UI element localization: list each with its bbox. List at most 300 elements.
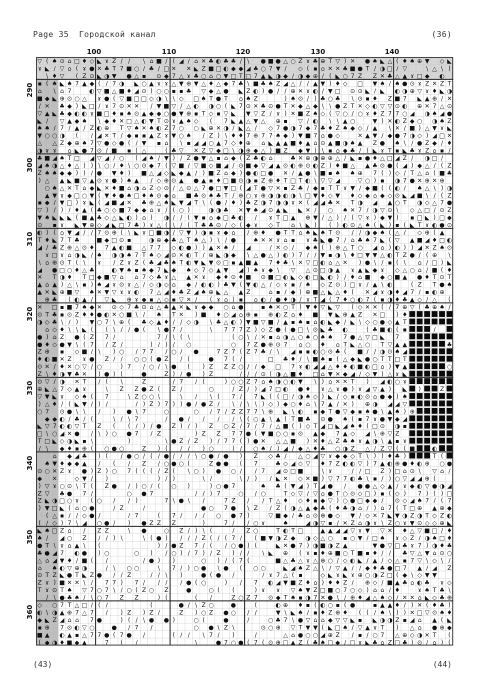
svg-text:T: T bbox=[156, 118, 161, 125]
svg-text:T: T bbox=[290, 230, 295, 237]
svg-text:□: □ bbox=[44, 438, 50, 445]
svg-text:○: ○ bbox=[238, 334, 243, 341]
svg-text:): ) bbox=[113, 371, 115, 378]
svg-text:7: 7 bbox=[254, 73, 258, 80]
svg-text:▽: ▽ bbox=[388, 542, 393, 549]
svg-text:◣: ◣ bbox=[194, 66, 199, 73]
svg-text:■: ■ bbox=[208, 170, 214, 177]
svg-text:/: / bbox=[240, 356, 243, 363]
svg-text:◣: ◣ bbox=[75, 401, 80, 408]
svg-text:): ) bbox=[98, 401, 100, 408]
svg-text:7: 7 bbox=[336, 431, 340, 438]
svg-text:◆: ◆ bbox=[335, 319, 340, 326]
svg-text:(: ( bbox=[135, 468, 137, 475]
svg-text:◆: ◆ bbox=[164, 73, 169, 80]
svg-text:/: / bbox=[106, 535, 109, 542]
svg-text:∕: ∕ bbox=[292, 244, 295, 251]
svg-text:○: ○ bbox=[395, 200, 400, 207]
svg-text:○: ○ bbox=[127, 587, 132, 594]
svg-text:/: / bbox=[225, 557, 228, 564]
svg-text:♠: ♠ bbox=[149, 192, 154, 199]
svg-text:●: ● bbox=[112, 483, 117, 490]
svg-text:⊙: ⊙ bbox=[268, 103, 273, 110]
svg-text:▪: ▪ bbox=[313, 550, 317, 557]
svg-text:∕: ∕ bbox=[113, 572, 116, 579]
svg-text:♣: ♣ bbox=[59, 110, 64, 117]
svg-text:T: T bbox=[67, 602, 72, 609]
svg-text:□: □ bbox=[283, 215, 289, 222]
svg-text:7: 7 bbox=[224, 639, 228, 646]
svg-text:□: □ bbox=[268, 356, 274, 363]
svg-text:(: ( bbox=[255, 535, 257, 542]
svg-text:◆: ◆ bbox=[67, 460, 72, 467]
svg-text:/: / bbox=[285, 66, 288, 73]
svg-text:♣: ♣ bbox=[164, 259, 169, 266]
svg-text:○: ○ bbox=[231, 542, 236, 549]
svg-text:⊕: ⊕ bbox=[432, 95, 437, 102]
svg-text:7: 7 bbox=[90, 632, 94, 639]
svg-text:◐: ◐ bbox=[283, 192, 288, 199]
svg-text:♣: ♣ bbox=[223, 282, 228, 289]
svg-text:▽: ▽ bbox=[388, 103, 393, 110]
svg-text:◇: ◇ bbox=[365, 371, 370, 378]
svg-text:): ) bbox=[113, 535, 115, 542]
svg-text:■: ■ bbox=[320, 170, 326, 177]
svg-text:◇: ◇ bbox=[358, 587, 363, 594]
svg-text:✕: ✕ bbox=[171, 66, 176, 73]
svg-text:●: ● bbox=[216, 639, 221, 646]
svg-text:T: T bbox=[313, 483, 318, 490]
svg-text:♦: ♦ bbox=[238, 140, 243, 147]
svg-text:⊕: ⊕ bbox=[320, 513, 325, 520]
svg-text:\: \ bbox=[128, 162, 131, 169]
svg-text:✕: ✕ bbox=[97, 304, 102, 311]
svg-text:Z: Z bbox=[157, 520, 161, 527]
svg-text:ɤ: ɤ bbox=[381, 267, 385, 274]
svg-text:Z: Z bbox=[284, 148, 288, 155]
svg-text:◆: ◆ bbox=[149, 110, 154, 117]
svg-text:✕: ✕ bbox=[447, 95, 452, 102]
svg-text:ɤ: ɤ bbox=[105, 58, 109, 65]
svg-text:▽: ▽ bbox=[373, 386, 378, 393]
svg-text:□: □ bbox=[290, 468, 296, 475]
svg-text:(: ( bbox=[210, 297, 212, 304]
svg-text:◑: ◑ bbox=[350, 505, 355, 512]
svg-text:): ) bbox=[180, 401, 182, 408]
svg-text:○: ○ bbox=[365, 177, 370, 184]
svg-text:T: T bbox=[283, 595, 288, 602]
svg-text:✕: ✕ bbox=[402, 595, 407, 602]
svg-text:(: ( bbox=[98, 602, 100, 609]
svg-text:Z: Z bbox=[440, 513, 444, 520]
svg-text:◢: ◢ bbox=[246, 185, 251, 192]
svg-text:(: ( bbox=[389, 237, 391, 244]
svg-text:▼: ▼ bbox=[365, 528, 370, 535]
svg-text:◣: ◣ bbox=[231, 110, 236, 117]
svg-text:●: ● bbox=[268, 170, 273, 177]
svg-text:Z: Z bbox=[120, 505, 124, 512]
svg-text:○: ○ bbox=[164, 110, 169, 117]
svg-text:⌂: ⌂ bbox=[68, 148, 72, 155]
svg-text:(: ( bbox=[98, 81, 100, 88]
svg-text:ɤ: ɤ bbox=[440, 125, 444, 132]
row-number: 310 bbox=[26, 232, 34, 247]
svg-text:◑: ◑ bbox=[372, 401, 377, 408]
svg-text:▽: ▽ bbox=[37, 58, 42, 65]
svg-text:◢: ◢ bbox=[402, 416, 407, 423]
svg-text:♣: ♣ bbox=[313, 639, 318, 646]
svg-text:\: \ bbox=[158, 565, 161, 572]
svg-text:Z: Z bbox=[239, 408, 243, 415]
svg-text:): ) bbox=[337, 498, 339, 505]
svg-text:T: T bbox=[82, 483, 87, 490]
svg-text:⊕: ⊕ bbox=[127, 297, 132, 304]
svg-text:▽: ▽ bbox=[395, 237, 400, 244]
svg-text:▽: ▽ bbox=[179, 297, 184, 304]
svg-text:ɤ: ɤ bbox=[135, 297, 139, 304]
svg-text:△: △ bbox=[157, 222, 162, 229]
svg-text:♣: ♣ bbox=[283, 356, 288, 363]
svg-text:▪: ▪ bbox=[351, 393, 355, 400]
svg-text:▪: ▪ bbox=[358, 408, 362, 415]
svg-text:Z: Z bbox=[60, 244, 64, 251]
svg-text:◆: ◆ bbox=[291, 535, 296, 542]
svg-text:○: ○ bbox=[134, 162, 139, 169]
svg-text:/: / bbox=[344, 274, 347, 281]
svg-text:△: △ bbox=[157, 297, 162, 304]
svg-text:▼: ▼ bbox=[328, 371, 333, 378]
svg-text:○: ○ bbox=[439, 460, 444, 467]
svg-text:♣: ♣ bbox=[402, 542, 407, 549]
svg-text:▲: ▲ bbox=[291, 215, 296, 222]
svg-text:7: 7 bbox=[172, 326, 176, 333]
svg-text:(: ( bbox=[366, 609, 368, 616]
svg-text:ɤ: ɤ bbox=[165, 133, 169, 140]
svg-text:✕: ✕ bbox=[74, 379, 79, 386]
svg-text:): ) bbox=[76, 170, 78, 177]
svg-text:△: △ bbox=[52, 140, 57, 147]
svg-text:♦: ♦ bbox=[238, 274, 243, 281]
svg-text:\: \ bbox=[247, 252, 250, 259]
svg-text:/: / bbox=[143, 364, 146, 371]
svg-text:∕: ∕ bbox=[218, 453, 221, 460]
svg-text:◇: ◇ bbox=[52, 326, 57, 333]
svg-text:◇: ◇ bbox=[97, 222, 102, 229]
svg-text:◇: ◇ bbox=[283, 244, 288, 251]
svg-text:Z: Z bbox=[216, 431, 220, 438]
svg-text:♣: ♣ bbox=[320, 95, 325, 102]
svg-text:■: ■ bbox=[268, 431, 274, 438]
svg-text:◑: ◑ bbox=[313, 155, 318, 162]
svg-text:◑: ◑ bbox=[417, 513, 422, 520]
svg-text:/: / bbox=[232, 572, 235, 579]
svg-text:◑: ◑ bbox=[52, 162, 57, 169]
svg-text:\: \ bbox=[158, 326, 161, 333]
svg-text:✕: ✕ bbox=[194, 148, 199, 155]
svg-text:◆: ◆ bbox=[201, 304, 206, 311]
svg-text:): ) bbox=[143, 401, 145, 408]
svg-text:ɤ: ɤ bbox=[321, 386, 325, 393]
svg-text:♠: ♠ bbox=[275, 133, 280, 140]
svg-text:T: T bbox=[387, 148, 392, 155]
svg-text:●: ● bbox=[328, 490, 333, 497]
svg-text:⊕: ⊕ bbox=[365, 580, 370, 587]
svg-text:■: ■ bbox=[104, 88, 110, 95]
svg-text:◑: ◑ bbox=[387, 617, 392, 624]
svg-text:/: / bbox=[270, 446, 273, 453]
svg-text:○: ○ bbox=[253, 565, 258, 572]
svg-text:T: T bbox=[82, 274, 87, 281]
svg-text:∕: ∕ bbox=[255, 423, 258, 430]
svg-text:✕: ✕ bbox=[372, 513, 377, 520]
svg-text:♣: ♣ bbox=[320, 446, 325, 453]
svg-text:T: T bbox=[193, 200, 198, 207]
svg-text:◣: ◣ bbox=[440, 88, 445, 95]
svg-text:⌂: ⌂ bbox=[172, 282, 176, 289]
svg-text:ɤ: ɤ bbox=[381, 289, 385, 296]
svg-text:♦: ♦ bbox=[298, 371, 303, 378]
svg-text:◐: ◐ bbox=[395, 244, 400, 251]
svg-text:∕: ∕ bbox=[292, 393, 295, 400]
svg-text:◢: ◢ bbox=[90, 155, 95, 162]
svg-text:♦: ♦ bbox=[328, 580, 333, 587]
svg-text:Z: Z bbox=[38, 170, 42, 177]
svg-text:♠: ♠ bbox=[283, 520, 288, 527]
svg-text:✕: ✕ bbox=[425, 103, 430, 110]
svg-text:▪: ▪ bbox=[306, 319, 310, 326]
svg-text:▲: ▲ bbox=[149, 133, 154, 140]
svg-text:⌂: ⌂ bbox=[194, 58, 198, 65]
svg-text:△: △ bbox=[216, 88, 221, 95]
svg-text:Z: Z bbox=[231, 408, 235, 415]
svg-text:/: / bbox=[46, 244, 49, 251]
svg-text:⊕: ⊕ bbox=[186, 81, 191, 88]
svg-text:⌂: ⌂ bbox=[381, 364, 385, 371]
svg-text:◢: ◢ bbox=[268, 162, 273, 169]
svg-text:●: ● bbox=[410, 177, 415, 184]
svg-text:∕: ∕ bbox=[158, 609, 161, 616]
svg-text:ɤ: ɤ bbox=[276, 237, 280, 244]
svg-text:●: ● bbox=[328, 416, 333, 423]
svg-text:∕: ∕ bbox=[292, 513, 295, 520]
svg-text:7: 7 bbox=[105, 595, 109, 602]
svg-text:▼: ▼ bbox=[373, 81, 378, 88]
svg-text:⊙: ⊙ bbox=[67, 95, 72, 102]
svg-text:T: T bbox=[223, 95, 228, 102]
svg-text:◐: ◐ bbox=[417, 580, 422, 587]
svg-text:♠: ♠ bbox=[342, 416, 347, 423]
svg-text:○: ○ bbox=[97, 520, 102, 527]
svg-text:◣: ◣ bbox=[350, 617, 355, 624]
svg-text:): ) bbox=[202, 364, 204, 371]
svg-text:◢: ◢ bbox=[291, 565, 296, 572]
svg-text:♦: ♦ bbox=[342, 289, 347, 296]
svg-text:□: □ bbox=[387, 572, 393, 579]
svg-text:7: 7 bbox=[239, 326, 243, 333]
svg-text:◆: ◆ bbox=[268, 267, 273, 274]
svg-text:∕: ∕ bbox=[240, 468, 243, 475]
svg-text:◇: ◇ bbox=[440, 58, 445, 65]
svg-text:✕: ✕ bbox=[216, 125, 221, 132]
svg-text:⊕: ⊕ bbox=[417, 103, 422, 110]
svg-text:T: T bbox=[178, 259, 183, 266]
svg-text:◣: ◣ bbox=[291, 609, 296, 616]
svg-text:/: / bbox=[203, 133, 206, 140]
svg-text:): ) bbox=[202, 468, 204, 475]
svg-text:∕: ∕ bbox=[143, 505, 146, 512]
svg-text:△: △ bbox=[194, 185, 199, 192]
svg-text:\: \ bbox=[113, 319, 116, 326]
svg-text:Z: Z bbox=[418, 282, 422, 289]
svg-text:✕: ✕ bbox=[305, 475, 310, 482]
svg-text:/: / bbox=[121, 58, 124, 65]
svg-text:\: \ bbox=[299, 192, 302, 199]
svg-text:7: 7 bbox=[254, 595, 258, 602]
svg-text:): ) bbox=[180, 550, 182, 557]
svg-text:): ) bbox=[150, 88, 152, 95]
svg-text:∕: ∕ bbox=[113, 334, 116, 341]
svg-text:□: □ bbox=[52, 505, 58, 512]
svg-text:♠: ♠ bbox=[201, 289, 206, 296]
svg-text:ɤ: ɤ bbox=[53, 148, 57, 155]
svg-text:□: □ bbox=[387, 66, 393, 73]
svg-text:ɤ: ɤ bbox=[45, 580, 49, 587]
svg-text:○: ○ bbox=[223, 304, 228, 311]
svg-text:∕: ∕ bbox=[106, 81, 109, 88]
svg-text:⊙: ⊙ bbox=[261, 371, 266, 378]
svg-text:⊕: ⊕ bbox=[328, 632, 333, 639]
svg-text:): ) bbox=[195, 431, 197, 438]
svg-text:●: ● bbox=[104, 371, 109, 378]
svg-text:⊙: ⊙ bbox=[238, 162, 243, 169]
svg-text:): ) bbox=[366, 587, 368, 594]
svg-text:▼: ▼ bbox=[194, 259, 199, 266]
svg-text:▪: ▪ bbox=[298, 349, 302, 356]
svg-text:Z: Z bbox=[298, 639, 302, 646]
svg-text:Z: Z bbox=[284, 535, 288, 542]
svg-text:Z: Z bbox=[127, 609, 131, 616]
svg-text:⌂: ⌂ bbox=[373, 393, 377, 400]
svg-text:T: T bbox=[67, 155, 72, 162]
svg-text:△: △ bbox=[395, 557, 400, 564]
svg-text:7: 7 bbox=[157, 162, 161, 169]
svg-text:7: 7 bbox=[321, 401, 325, 408]
svg-text:∕: ∕ bbox=[91, 602, 94, 609]
svg-text:▽: ▽ bbox=[67, 565, 72, 572]
svg-text:◢: ◢ bbox=[410, 617, 415, 624]
svg-text:■: ■ bbox=[305, 133, 311, 140]
svg-text:♦: ♦ bbox=[320, 550, 325, 557]
svg-text:○: ○ bbox=[290, 58, 295, 65]
svg-text:▼: ▼ bbox=[52, 460, 57, 467]
svg-text:Z: Z bbox=[231, 595, 235, 602]
svg-text:◑: ◑ bbox=[119, 252, 124, 259]
svg-text:◢: ◢ bbox=[291, 460, 296, 467]
svg-text:●: ● bbox=[82, 550, 87, 557]
svg-text:7: 7 bbox=[120, 66, 124, 73]
svg-text:◐: ◐ bbox=[395, 118, 400, 125]
svg-text:/: / bbox=[367, 632, 370, 639]
svg-text:(: ( bbox=[396, 326, 398, 333]
svg-text:∕: ∕ bbox=[240, 371, 243, 378]
svg-text:\: \ bbox=[299, 222, 302, 229]
svg-text:□: □ bbox=[37, 431, 43, 438]
svg-text:◆: ◆ bbox=[75, 118, 80, 125]
svg-text:\: \ bbox=[203, 632, 206, 639]
svg-text:▲: ▲ bbox=[373, 557, 378, 564]
svg-text:♣: ♣ bbox=[298, 513, 303, 520]
svg-text:✕: ✕ bbox=[97, 289, 102, 296]
svg-text:\: \ bbox=[46, 73, 49, 80]
svg-text:Z: Z bbox=[179, 542, 183, 549]
svg-text:▽: ▽ bbox=[209, 148, 214, 155]
svg-text:○: ○ bbox=[194, 617, 199, 624]
svg-text:◑: ◑ bbox=[425, 110, 430, 117]
svg-text:Z: Z bbox=[403, 155, 407, 162]
svg-text:\: \ bbox=[277, 349, 280, 356]
svg-text:▽: ▽ bbox=[328, 498, 333, 505]
svg-text:⌂: ⌂ bbox=[433, 550, 437, 557]
svg-text:(: ( bbox=[389, 490, 391, 497]
svg-text:▼: ▼ bbox=[67, 341, 72, 348]
svg-text:(: ( bbox=[441, 498, 443, 505]
svg-text:): ) bbox=[277, 401, 279, 408]
svg-text:/: / bbox=[54, 364, 57, 371]
svg-text:♦: ♦ bbox=[320, 460, 325, 467]
svg-text:✕: ✕ bbox=[52, 475, 57, 482]
svg-text:(: ( bbox=[314, 602, 316, 609]
svg-text:▪: ▪ bbox=[358, 155, 362, 162]
svg-text:○: ○ bbox=[253, 520, 258, 527]
svg-text:⌂: ⌂ bbox=[45, 557, 49, 564]
svg-text:♣: ♣ bbox=[372, 326, 377, 333]
svg-text:): ) bbox=[381, 371, 383, 378]
svg-text:ɤ: ɤ bbox=[276, 110, 280, 117]
svg-text:\: \ bbox=[83, 580, 86, 587]
svg-text:▼: ▼ bbox=[224, 73, 229, 80]
svg-text:7: 7 bbox=[172, 513, 176, 520]
svg-text:⊕: ⊕ bbox=[283, 550, 288, 557]
svg-text:(: ( bbox=[98, 542, 100, 549]
svg-text:◐: ◐ bbox=[268, 580, 273, 587]
svg-text:): ) bbox=[411, 244, 413, 251]
svg-text:): ) bbox=[113, 349, 115, 356]
svg-text:◣: ◣ bbox=[60, 81, 65, 88]
svg-text:(: ( bbox=[98, 192, 100, 199]
svg-text:(: ( bbox=[374, 297, 376, 304]
svg-text:⊙: ⊙ bbox=[67, 483, 72, 490]
svg-text:♦: ♦ bbox=[320, 341, 325, 348]
svg-text:◑: ◑ bbox=[387, 297, 392, 304]
svg-text:■: ■ bbox=[335, 140, 341, 147]
svg-text:⊙: ⊙ bbox=[37, 364, 42, 371]
svg-text:◆: ◆ bbox=[149, 267, 154, 274]
svg-text:▪: ▪ bbox=[60, 349, 64, 356]
svg-text:⊙: ⊙ bbox=[440, 207, 445, 214]
svg-text:♠: ♠ bbox=[320, 230, 325, 237]
svg-text:●: ● bbox=[276, 103, 281, 110]
svg-text:\: \ bbox=[367, 475, 370, 482]
svg-text:): ) bbox=[128, 438, 130, 445]
svg-text:◐: ◐ bbox=[387, 326, 392, 333]
svg-text:⌂: ⌂ bbox=[321, 133, 325, 140]
svg-text:◐: ◐ bbox=[447, 237, 452, 244]
svg-text:◆: ◆ bbox=[253, 162, 258, 169]
svg-text:◐: ◐ bbox=[141, 118, 146, 125]
svg-text:◢: ◢ bbox=[283, 446, 288, 453]
svg-text:▪: ▪ bbox=[254, 177, 258, 184]
svg-text:⊕: ⊕ bbox=[82, 446, 87, 453]
